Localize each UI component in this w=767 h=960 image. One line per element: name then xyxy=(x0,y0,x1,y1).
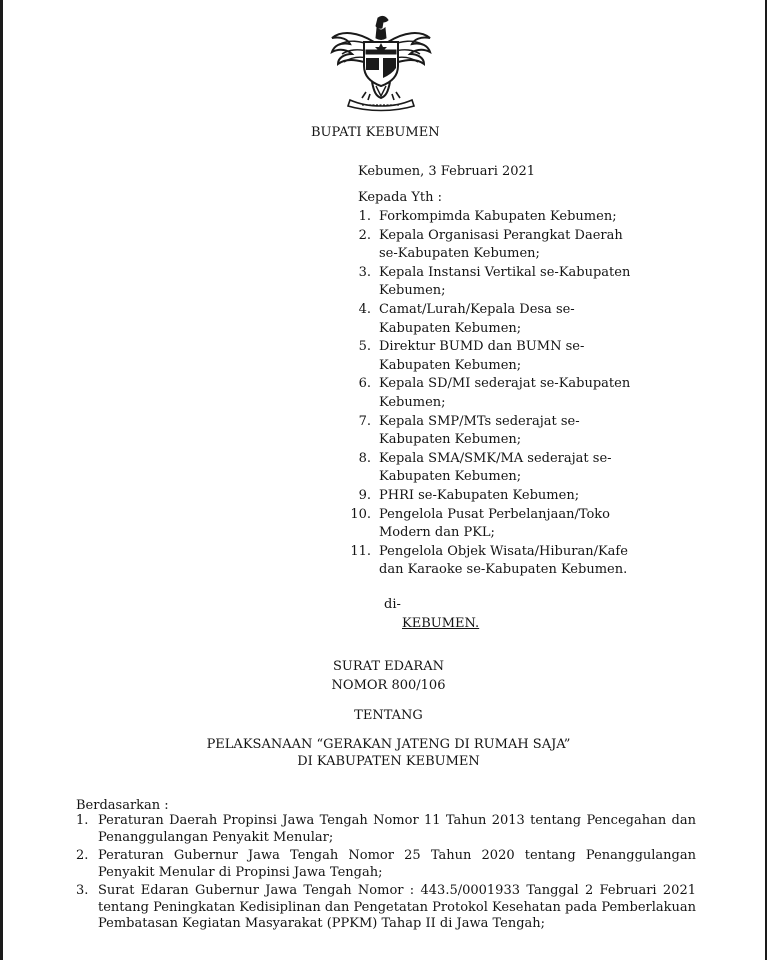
garuda-emblem-icon xyxy=(328,12,434,112)
circular-subject-line-2: DI KABUPATEN KEBUMEN xyxy=(297,754,480,769)
list-item: 1. Peraturan Daerah Propinsi Jawa Tengah Nomor 11 Tahun 2013 tentang Pencegahan dan Penanggulangan Penyakit Menular; xyxy=(76,813,696,845)
list-item: 6. Kepala SD/MI sederajat se-Kabupaten Kebumen; xyxy=(358,376,631,410)
letterhead-title: BUPATI KEBUMEN xyxy=(311,125,440,140)
list-item: 3. Kepala Instansi Vertikal se-Kabupaten Kebumen; xyxy=(358,264,631,299)
destination-label: di- xyxy=(384,597,401,612)
scan-edge-left xyxy=(0,0,3,960)
list-item: 1. Forkompimda Kabupaten Kebumen; xyxy=(358,209,617,224)
circular-subject-line-1: PELAKSANAAN “GERAKAN JATENG DI RUMAH SAJA” xyxy=(206,737,571,752)
list-item: 3. Surat Edaran Gubernur Jawa Tengah Nomor : 443.5/0001933 Tanggal 2 Februari 2021 tentang Peningkatan Kedisiplinan dan Pengetatan Protokol Kesehatan pada Pemberlakuan Pembatasan Kegiatan Masyarakat (PPKM) Tahap II di Jawa Tengah; xyxy=(76,883,697,931)
list-item: 7. Kepala SMP/MTs sederajat se- Kabupaten Kebumen; xyxy=(358,413,580,448)
circular-number: NOMOR 800/106 xyxy=(331,678,446,693)
list-item: 9. PHRI se-Kabupaten Kebumen; xyxy=(358,487,580,503)
list-item: 8. Kepala SMA/SMK/MA sederajat se- Kabupaten Kebumen; xyxy=(358,450,612,485)
list-item: 10. Pengelola Pusat Perbelanjaan/Toko Modern dan PKL; xyxy=(350,506,611,541)
list-item: 5. Direktur BUMD dan BUMN se- Kabupaten Kebumen; xyxy=(358,339,585,373)
recipient-heading: Kepada Yth : xyxy=(358,190,443,205)
basis-list xyxy=(76,813,696,935)
circular-title: SURAT EDARAN xyxy=(333,659,444,674)
list-item: 4. Camat/Lurah/Kepala Desa se- Kabupaten Kebumen; xyxy=(358,301,575,336)
destination-place: KEBUMEN. xyxy=(402,616,480,631)
basis-heading: Berdasarkan : xyxy=(76,798,169,813)
list-item: 2. Peraturan Gubernur Jawa Tengah Nomor 25 Tahun 2020 tentang Penanggulangan Penyakit Menular di Propinsi Jawa Tengah; xyxy=(76,848,696,880)
recipient-list xyxy=(345,208,675,580)
letter-date: Kebumen, 3 Februari 2021 xyxy=(358,164,536,179)
list-item: 2. Kepala Organisasi Perangkat Daerah se-Kabupaten Kebumen; xyxy=(358,227,623,262)
circular-about-label: TENTANG xyxy=(354,708,423,723)
list-item: 11. Pengelola Objek Wisata/Hiburan/Kafe dan Karaoke se-Kabupaten Kebumen. xyxy=(350,543,628,578)
